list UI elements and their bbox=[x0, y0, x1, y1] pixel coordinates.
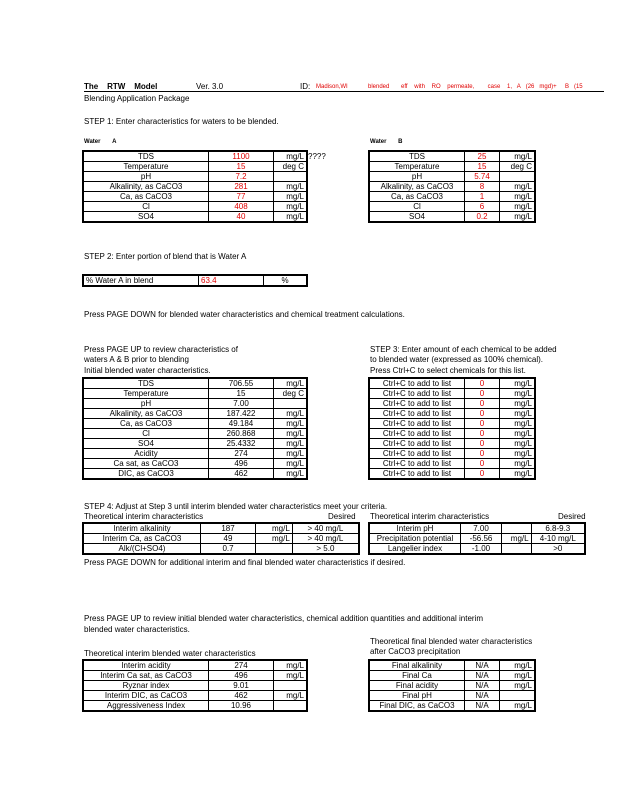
table-row bbox=[83, 660, 307, 671]
row-label: TDS bbox=[83, 378, 209, 389]
row-unit: mg/L bbox=[500, 378, 536, 389]
value-input[interactable]: 1100 bbox=[209, 151, 274, 162]
step4-right-header: Theoretical interim characteristics bbox=[370, 512, 490, 521]
table-row bbox=[369, 378, 535, 389]
row-unit: mg/L bbox=[500, 671, 536, 681]
table-row bbox=[83, 523, 359, 534]
table-row bbox=[83, 439, 307, 449]
table-row bbox=[369, 469, 535, 480]
value-input[interactable]: 0.2 bbox=[465, 212, 500, 223]
table-row bbox=[369, 399, 535, 409]
table-row bbox=[369, 544, 585, 555]
row-label: Interim acidity bbox=[83, 660, 209, 671]
review-line2: waters A & B prior to blending bbox=[84, 355, 189, 364]
row-label: Cl bbox=[369, 202, 465, 212]
final-header1: Theoretical final blended water characteristics bbox=[370, 637, 533, 646]
row-label: Alkalinity, as CaCO3 bbox=[83, 182, 209, 192]
row-label: Precipitation potential bbox=[369, 534, 461, 544]
table-row bbox=[369, 212, 535, 223]
table-row bbox=[369, 162, 535, 172]
header-rule bbox=[84, 91, 604, 92]
row-label: Ctrl+C to add to list bbox=[369, 469, 465, 480]
water-a-label: Water A bbox=[84, 139, 117, 145]
table-row bbox=[369, 691, 535, 701]
row-unit: mg/L bbox=[274, 378, 308, 389]
row-desired: > 5.0 bbox=[292, 544, 359, 555]
value-input[interactable]: 8 bbox=[465, 182, 500, 192]
row-value: 462 bbox=[209, 691, 274, 701]
table-row bbox=[83, 544, 359, 555]
row-unit: mg/L bbox=[274, 459, 308, 469]
final-header2: after CaCO3 precipitation bbox=[370, 647, 461, 656]
value-input[interactable]: 40 bbox=[209, 212, 274, 223]
step4-left-desired: Desired bbox=[328, 512, 356, 521]
row-value: 260.868 bbox=[209, 429, 274, 439]
review-line3: Initial blended water characteristics. bbox=[84, 366, 211, 375]
row-value: 496 bbox=[209, 671, 274, 681]
table-row bbox=[83, 202, 307, 212]
row-label: Acidity bbox=[83, 449, 209, 459]
row-label: Ctrl+C to add to list bbox=[369, 439, 465, 449]
row-unit: mg/L bbox=[256, 534, 293, 544]
table-row bbox=[83, 409, 307, 419]
row-unit: mg/L bbox=[500, 151, 536, 162]
row-value: 0.7 bbox=[201, 544, 256, 555]
review-line1: Press PAGE UP to review characteristics of bbox=[84, 345, 238, 354]
row-desired: 6.8-9.3 bbox=[531, 523, 585, 534]
row-value: 187.422 bbox=[209, 409, 274, 419]
row-value: 496 bbox=[209, 459, 274, 469]
table-row bbox=[83, 162, 307, 172]
bottom-line1: Press PAGE UP to review initial blended water characteristics, chemical addition quantities and additional interim bbox=[84, 614, 484, 623]
row-label: Final DIC, as CaCO3 bbox=[369, 701, 465, 712]
row-label: SO4 bbox=[83, 439, 209, 449]
row-desired: > 40 mg/L bbox=[292, 523, 359, 534]
table-row bbox=[369, 192, 535, 202]
value-input[interactable]: 77 bbox=[209, 192, 274, 202]
row-value: 15 bbox=[209, 389, 274, 399]
row-value: N/A bbox=[465, 671, 500, 681]
row-label: Interim pH bbox=[369, 523, 461, 534]
interim-blend-table bbox=[82, 659, 308, 712]
row-value: 274 bbox=[209, 449, 274, 459]
interim-right-table bbox=[368, 522, 586, 555]
water-b-label: Water B bbox=[370, 139, 403, 145]
row-value: 274 bbox=[209, 660, 274, 671]
title-rtw: RTW bbox=[107, 82, 126, 91]
row-label: pH bbox=[369, 172, 465, 182]
row-unit bbox=[256, 544, 293, 555]
value-input[interactable]: 0 bbox=[465, 429, 500, 439]
row-unit: mg/L bbox=[274, 660, 308, 671]
row-unit: mg/L bbox=[256, 523, 293, 534]
id-value[interactable]: Madison,WI bbox=[316, 84, 348, 90]
row-label: Final pH bbox=[369, 691, 465, 701]
row-value: 187 bbox=[201, 523, 256, 534]
row-unit: mg/L bbox=[500, 182, 536, 192]
value-input[interactable]: 0 bbox=[465, 378, 500, 389]
row-unit bbox=[502, 544, 532, 555]
blend-portion-table bbox=[82, 274, 308, 287]
table-row bbox=[369, 151, 535, 162]
row-unit: mg/L bbox=[274, 419, 308, 429]
value-input[interactable]: 15 bbox=[465, 162, 500, 172]
step4-instructions: STEP 4: Adjust at Step 3 until interim blended water characteristics meet your criteria. bbox=[84, 502, 388, 511]
blend-portion-input[interactable]: 63.4 bbox=[199, 275, 264, 286]
table-row bbox=[83, 429, 307, 439]
row-unit: mg/L bbox=[500, 660, 536, 671]
value-input[interactable]: 281 bbox=[209, 182, 274, 192]
table-row bbox=[369, 429, 535, 439]
row-value: N/A bbox=[465, 691, 500, 701]
row-label: Ryznar index bbox=[83, 681, 209, 691]
row-label: Interim alkalinity bbox=[83, 523, 201, 534]
row-value: 706.55 bbox=[209, 378, 274, 389]
value-input[interactable]: 0 bbox=[465, 409, 500, 419]
row-value: N/A bbox=[465, 660, 500, 671]
row-label: SO4 bbox=[83, 212, 209, 223]
title-the: The bbox=[84, 82, 99, 91]
row-unit: mg/L bbox=[500, 681, 536, 691]
row-value: 25.4332 bbox=[209, 439, 274, 449]
row-unit: mg/L bbox=[500, 429, 536, 439]
row-unit: mg/L bbox=[500, 202, 536, 212]
table-row bbox=[83, 192, 307, 202]
version: Ver. 3.0 bbox=[196, 82, 224, 91]
row-unit: deg C bbox=[274, 162, 308, 172]
table-row bbox=[83, 182, 307, 192]
row-unit: deg C bbox=[500, 162, 536, 172]
row-unit: mg/L bbox=[274, 469, 308, 480]
step3-line1: STEP 3: Enter amount of each chemical to be added bbox=[370, 345, 557, 354]
row-unit: mg/L bbox=[274, 449, 308, 459]
row-unit: mg/L bbox=[274, 691, 308, 701]
value-input[interactable]: 0 bbox=[465, 459, 500, 469]
interim-left-table bbox=[82, 522, 360, 555]
row-value: -1.00 bbox=[461, 544, 502, 555]
row-label: Ctrl+C to add to list bbox=[369, 409, 465, 419]
table-row bbox=[83, 378, 307, 389]
row-unit: mg/L bbox=[500, 469, 536, 480]
row-desired: >0 bbox=[531, 544, 585, 555]
value-input[interactable]: 0 bbox=[465, 469, 500, 480]
final-blend-table bbox=[368, 659, 536, 712]
row-label: Ctrl+C to add to list bbox=[369, 449, 465, 459]
row-unit: mg/L bbox=[274, 182, 308, 192]
row-unit: mg/L bbox=[274, 202, 308, 212]
row-label: Ca, as CaCO3 bbox=[83, 419, 209, 429]
table-row bbox=[369, 449, 535, 459]
row-unit bbox=[502, 523, 532, 534]
row-unit: mg/L bbox=[500, 212, 536, 223]
row-value: 9.01 bbox=[209, 681, 274, 691]
row-value: N/A bbox=[465, 681, 500, 691]
row-label: Interim DIC, as CaCO3 bbox=[83, 691, 209, 701]
row-label: Ctrl+C to add to list bbox=[369, 429, 465, 439]
table-row bbox=[83, 151, 307, 162]
row-label: Ctrl+C to add to list bbox=[369, 419, 465, 429]
table-row bbox=[369, 701, 535, 712]
step1-instructions: STEP 1: Enter characteristics for waters to be blended. bbox=[84, 117, 279, 126]
row-label: Ctrl+C to add to list bbox=[369, 459, 465, 469]
row-unit bbox=[500, 691, 536, 701]
row-unit: mg/L bbox=[500, 459, 536, 469]
row-unit bbox=[500, 172, 536, 182]
table-row bbox=[369, 671, 535, 681]
row-desired: > 40 mg/L bbox=[292, 534, 359, 544]
table-row bbox=[369, 389, 535, 399]
row-label: Final Ca bbox=[369, 671, 465, 681]
step4-right-desired: Desired bbox=[558, 512, 586, 521]
value-input[interactable]: 7.2 bbox=[209, 172, 274, 182]
table-row bbox=[369, 202, 535, 212]
row-unit: mg/L bbox=[500, 419, 536, 429]
row-label: Final alkalinity bbox=[369, 660, 465, 671]
row-label: Alkalinity, as CaCO3 bbox=[369, 182, 465, 192]
row-value: N/A bbox=[465, 701, 500, 712]
row-value: 49.184 bbox=[209, 419, 274, 429]
value-input[interactable]: 0 bbox=[465, 399, 500, 409]
value-input[interactable]: 25 bbox=[465, 151, 500, 162]
bottom-line2: blended water characteristics. bbox=[84, 625, 190, 634]
row-label: Alk/(Cl+SO4) bbox=[83, 544, 201, 555]
step3-line2: to blended water (expressed as 100% chemical). bbox=[370, 355, 543, 364]
value-input[interactable]: 1 bbox=[465, 192, 500, 202]
table-row bbox=[83, 671, 307, 681]
id-label: ID: bbox=[300, 82, 311, 91]
row-label: Temperature bbox=[83, 162, 209, 172]
row-label: Ca, as CaCO3 bbox=[369, 192, 465, 202]
row-label: Temperature bbox=[369, 162, 465, 172]
row-desired: 4-10 mg/L bbox=[531, 534, 585, 544]
row-unit: mg/L bbox=[500, 439, 536, 449]
table-row bbox=[369, 439, 535, 449]
table-row bbox=[83, 172, 307, 182]
row-label: Ctrl+C to add to list bbox=[369, 389, 465, 399]
row-unit: mg/L bbox=[274, 151, 308, 162]
row-unit: mg/L bbox=[274, 212, 308, 223]
row-unit: mg/L bbox=[500, 701, 536, 712]
value-input[interactable]: 0 bbox=[465, 439, 500, 449]
pagedown-note-1: Press PAGE DOWN for blended water characteristics and chemical treatment calculations. bbox=[84, 310, 405, 319]
table-row bbox=[369, 182, 535, 192]
blend-portion-unit: % bbox=[264, 275, 308, 286]
row-unit: mg/L bbox=[502, 534, 532, 544]
row-unit: mg/L bbox=[500, 389, 536, 399]
row-value: 10.96 bbox=[209, 701, 274, 712]
row-unit: mg/L bbox=[500, 409, 536, 419]
row-label: TDS bbox=[83, 151, 209, 162]
row-label: Ctrl+C to add to list bbox=[369, 378, 465, 389]
row-unit bbox=[274, 681, 308, 691]
row-label: Interim Ca, as CaCO3 bbox=[83, 534, 201, 544]
value-input[interactable]: 408 bbox=[209, 202, 274, 212]
row-label: Cl bbox=[83, 202, 209, 212]
table-row bbox=[83, 389, 307, 399]
question-marks: ???? bbox=[308, 152, 326, 161]
row-value: 7.00 bbox=[461, 523, 502, 534]
case-description[interactable]: blended eff with RO permeate, case 1, A (26 mgd)+ B (15 bbox=[368, 84, 583, 90]
row-unit: mg/L bbox=[274, 439, 308, 449]
row-label: Interim Ca sat, as CaCO3 bbox=[83, 671, 209, 681]
package-name: Blending Application Package bbox=[84, 94, 190, 103]
value-input[interactable]: 0 bbox=[465, 389, 500, 399]
water-a-table bbox=[82, 150, 308, 223]
step2-instructions: STEP 2: Enter portion of blend that is Water A bbox=[84, 252, 247, 261]
row-unit bbox=[274, 172, 308, 182]
table-row bbox=[83, 469, 307, 480]
table-row bbox=[369, 534, 585, 544]
row-unit: mg/L bbox=[274, 671, 308, 681]
row-label: Final acidity bbox=[369, 681, 465, 691]
row-unit: mg/L bbox=[500, 192, 536, 202]
row-unit: deg C bbox=[274, 389, 308, 399]
table-row bbox=[369, 681, 535, 691]
row-unit: mg/L bbox=[500, 449, 536, 459]
value-input[interactable]: 0 bbox=[465, 419, 500, 429]
row-unit: mg/L bbox=[500, 399, 536, 409]
row-unit: mg/L bbox=[274, 409, 308, 419]
row-label: Ctrl+C to add to list bbox=[369, 399, 465, 409]
row-label: SO4 bbox=[369, 212, 465, 223]
row-unit: mg/L bbox=[274, 429, 308, 439]
value-input[interactable]: 15 bbox=[209, 162, 274, 172]
title-model: Model bbox=[134, 82, 158, 91]
row-label: Ca sat, as CaCO3 bbox=[83, 459, 209, 469]
step4-left-header: Theoretical interim characteristics bbox=[84, 512, 204, 521]
table-row bbox=[83, 459, 307, 469]
table-row bbox=[369, 523, 585, 534]
initial-blend-table bbox=[82, 377, 308, 480]
value-input[interactable]: 0 bbox=[465, 449, 500, 459]
header-title bbox=[84, 82, 157, 91]
table-row bbox=[83, 449, 307, 459]
row-label: Cl bbox=[83, 429, 209, 439]
row-label: Aggressiveness Index bbox=[83, 701, 209, 712]
water-b-table bbox=[368, 150, 536, 223]
row-value: 49 bbox=[201, 534, 256, 544]
row-label: pH bbox=[83, 172, 209, 182]
pagedown-note-2: Press PAGE DOWN for additional interim and final blended water characteristics if desired. bbox=[84, 558, 406, 567]
row-label: Ca, as CaCO3 bbox=[83, 192, 209, 202]
row-label: Alkalinity, as CaCO3 bbox=[83, 409, 209, 419]
row-label: Temperature bbox=[83, 389, 209, 399]
blend-portion-label: % Water A in blend bbox=[83, 275, 199, 286]
table-row bbox=[369, 409, 535, 419]
value-input[interactable]: 6 bbox=[465, 202, 500, 212]
step3-line3: Press Ctrl+C to select chemicals for this list. bbox=[370, 366, 526, 375]
table-row bbox=[369, 660, 535, 671]
row-label: Langelier index bbox=[369, 544, 461, 555]
chemical-addition-table bbox=[368, 377, 536, 480]
row-value: 462 bbox=[209, 469, 274, 480]
row-unit bbox=[274, 399, 308, 409]
row-value: 7.00 bbox=[209, 399, 274, 409]
table-row bbox=[83, 681, 307, 691]
table-row bbox=[83, 701, 307, 712]
row-label: TDS bbox=[369, 151, 465, 162]
table-row bbox=[83, 212, 307, 223]
row-unit: mg/L bbox=[274, 192, 308, 202]
row-unit bbox=[274, 701, 308, 712]
row-label: DIC, as CaCO3 bbox=[83, 469, 209, 480]
table-row bbox=[83, 399, 307, 409]
row-value: -56.56 bbox=[461, 534, 502, 544]
table-row bbox=[369, 172, 535, 182]
table-row bbox=[369, 459, 535, 469]
value-input[interactable]: 5.74 bbox=[465, 172, 500, 182]
row-label: pH bbox=[83, 399, 209, 409]
interim-bottom-header: Theoretical interim blended water characteristics bbox=[84, 649, 256, 658]
table-row bbox=[83, 691, 307, 701]
table-row bbox=[369, 419, 535, 429]
table-row bbox=[83, 534, 359, 544]
table-row bbox=[83, 419, 307, 429]
